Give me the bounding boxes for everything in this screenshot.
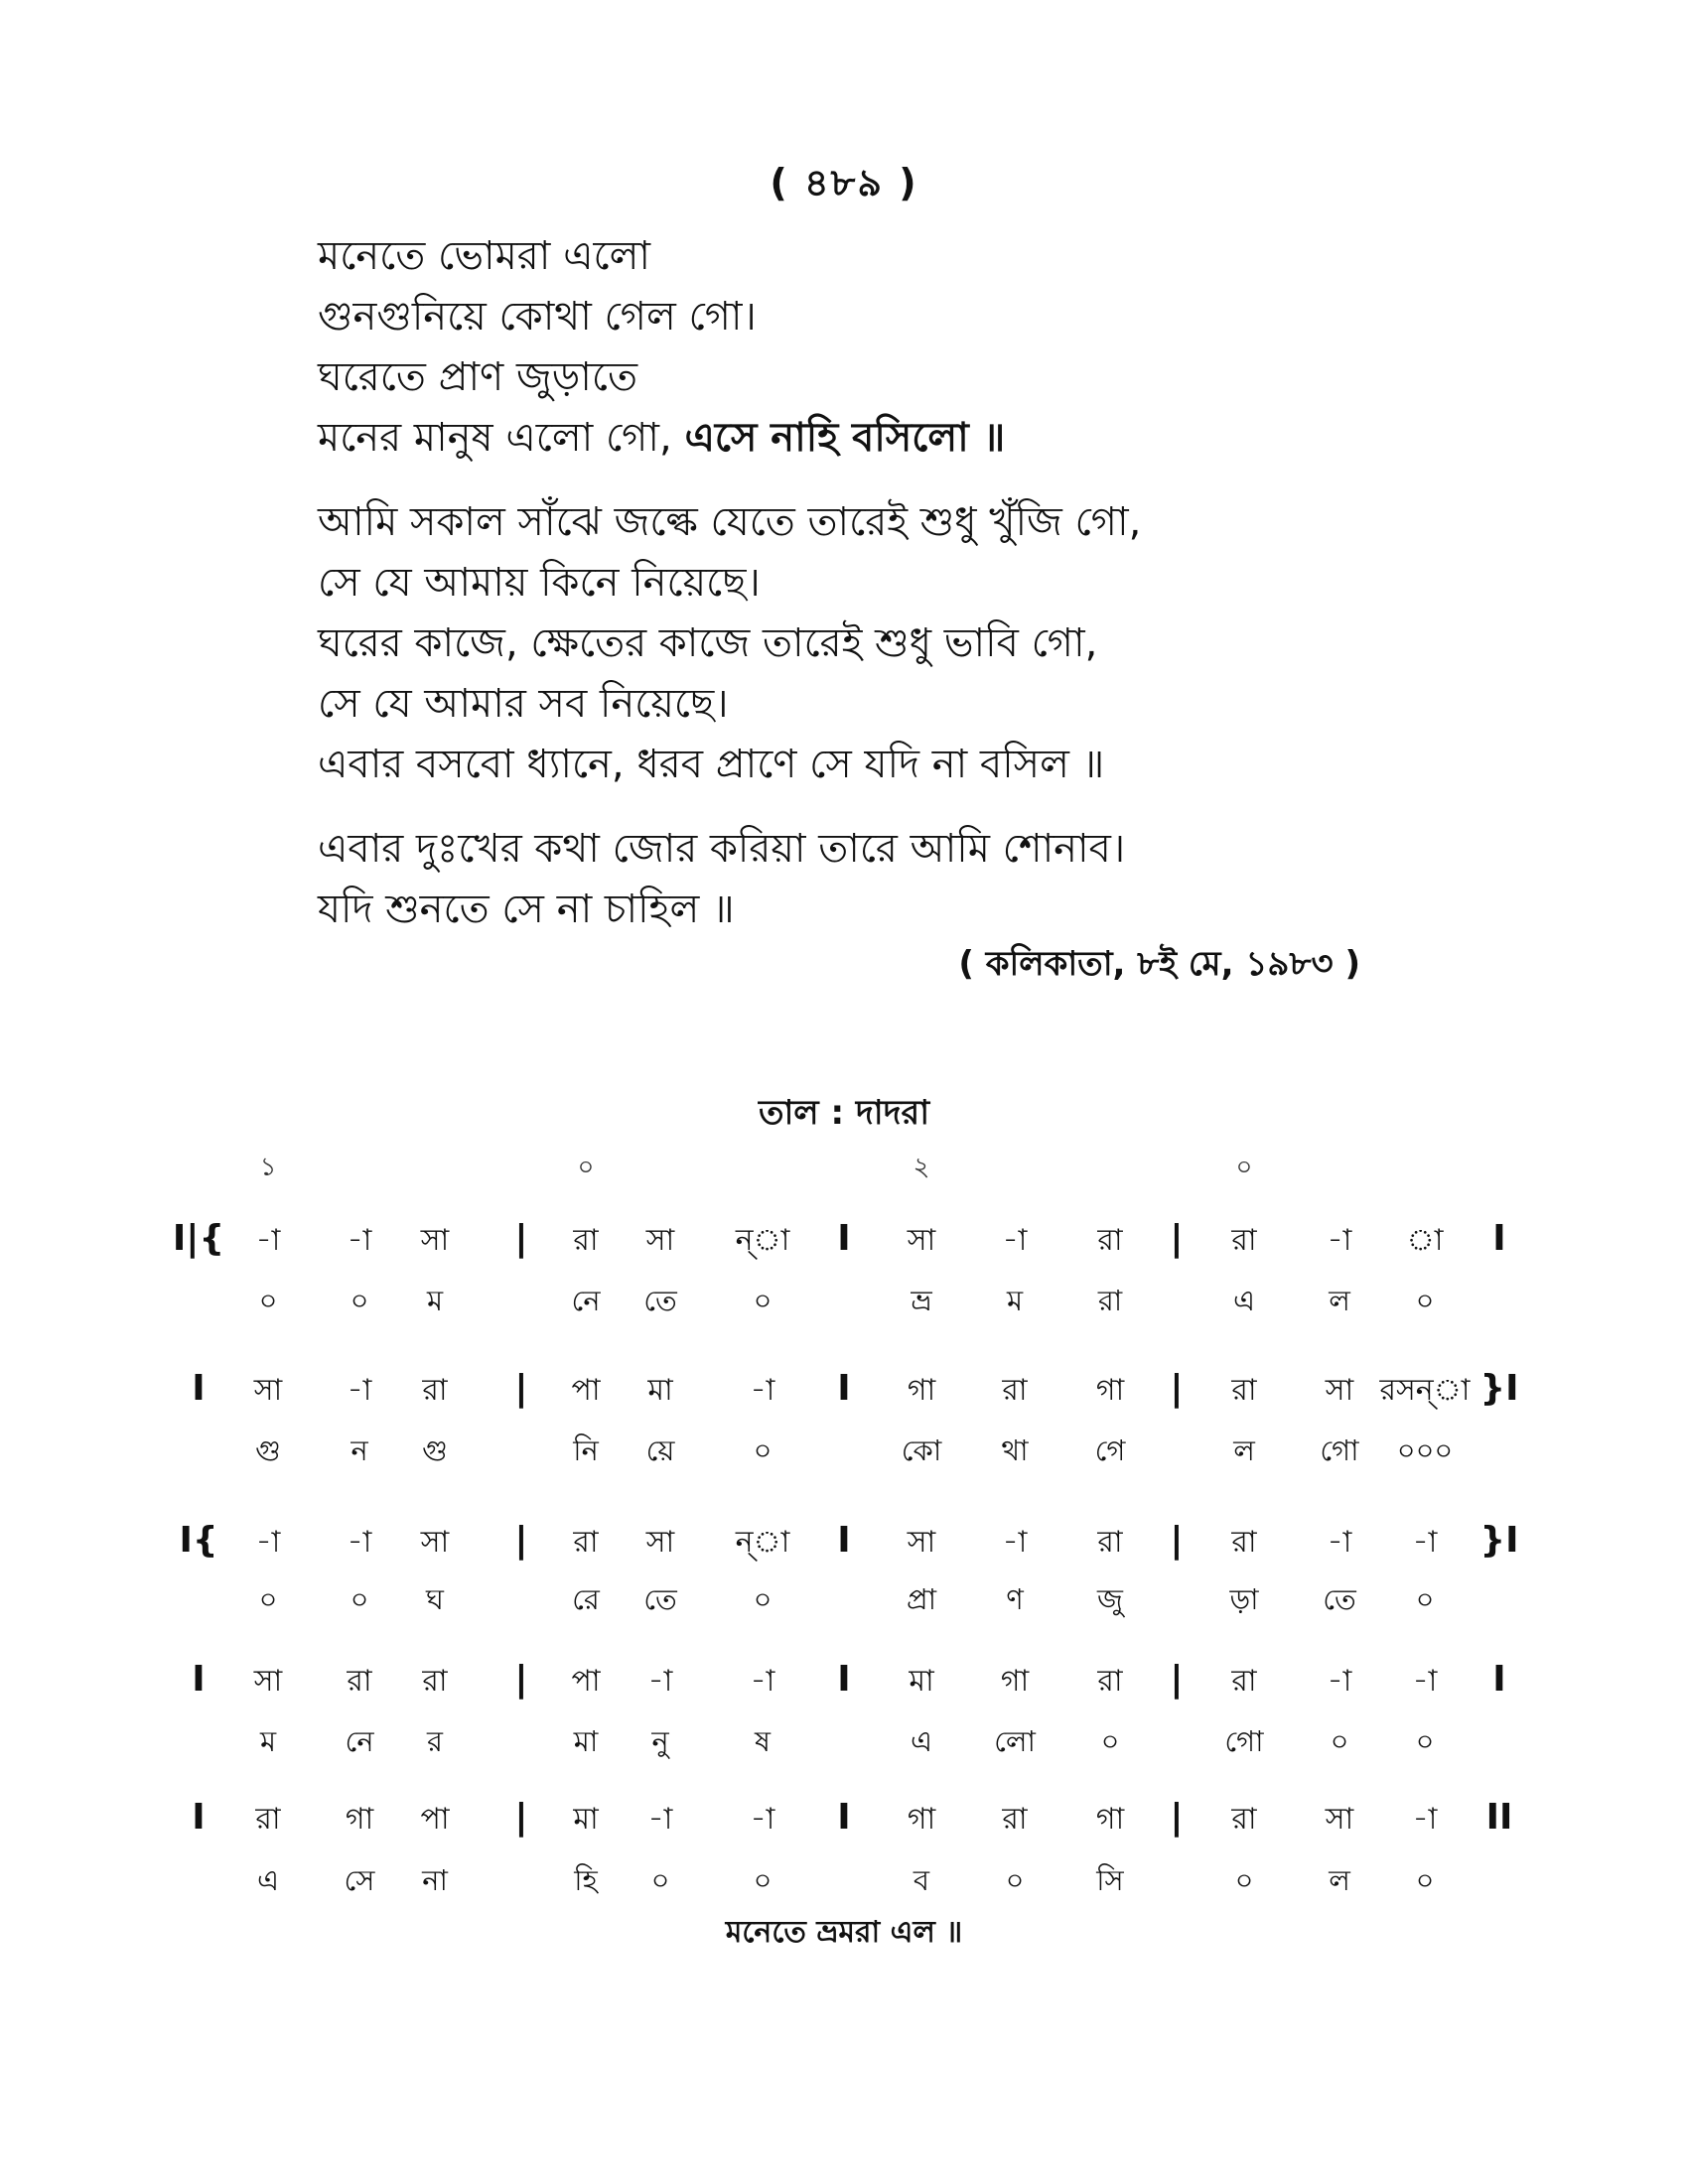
swara-note: সা	[420, 1525, 450, 1560]
tala-marker: ১	[259, 1153, 277, 1182]
swara-note: -া	[1412, 1664, 1438, 1699]
bar-line: I	[837, 1797, 851, 1838]
bar-line: I	[192, 1368, 206, 1409]
page-number: ( ৪৮৯ )	[770, 161, 918, 205]
lyric-syllable: ল	[1233, 1433, 1255, 1467]
verse-line-start: মনের মানুষ এলো গো,	[318, 415, 685, 461]
lyric-syllable: জু	[1097, 1582, 1123, 1616]
bar-line: I	[1492, 1218, 1506, 1259]
verse-line: সে যে আমায় কিনে নিয়েছে।	[318, 560, 761, 606]
swara-note: সা	[420, 1223, 450, 1258]
swara-note: -া	[750, 1802, 775, 1837]
bar-line: |	[514, 1368, 528, 1409]
swara-note: -া	[347, 1223, 372, 1258]
bar-line: |	[1170, 1368, 1184, 1409]
swara-note: সা	[645, 1223, 675, 1258]
swara-note: -া	[255, 1223, 281, 1258]
lyric-syllable: ম	[426, 1284, 444, 1317]
lyric-syllable: গে	[1094, 1433, 1126, 1467]
lyric-syllable: ০	[1415, 1284, 1435, 1317]
lyric-syllable: ম	[259, 1724, 277, 1758]
swara-note: সা	[907, 1223, 936, 1258]
swara-note: রা	[1002, 1802, 1028, 1837]
swara-note: রা	[347, 1664, 372, 1699]
swara-note: রা	[1231, 1223, 1257, 1258]
bar-line: I|{	[172, 1218, 225, 1259]
bar-line: I	[837, 1659, 851, 1700]
swara-note: রা	[1002, 1373, 1028, 1408]
swara-note: সা	[1325, 1802, 1354, 1837]
lyric-syllable: মা	[573, 1724, 599, 1758]
lyric-syllable: ০	[258, 1284, 278, 1317]
swara-note: মা	[909, 1664, 934, 1699]
lyric-syllable: এ	[1232, 1284, 1256, 1317]
bar-line: |	[514, 1218, 528, 1259]
bar-line: I	[837, 1520, 851, 1561]
lyric-syllable: না	[422, 1863, 448, 1897]
lyric-syllable: এ	[256, 1863, 280, 1897]
lyric-syllable: ০	[258, 1582, 278, 1616]
swara-note: ন্া	[735, 1525, 790, 1560]
lyric-syllable: ঘ	[426, 1582, 444, 1616]
verse-line: আমি সকাল সাঁঝে জল্কে যেতে তারেই শুধু খুঁজি গো,	[318, 499, 1142, 545]
swara-note: রসন্া	[1379, 1373, 1471, 1408]
swara-note: রা	[1097, 1525, 1123, 1560]
lyric-syllable: ড়া	[1229, 1582, 1259, 1616]
verse-line: এবার বসবো ধ্যানে, ধরব প্রাণে সে যদি না বসিল ॥	[318, 742, 1105, 787]
lyric-syllable: ০	[1415, 1724, 1435, 1758]
swara-note: গা	[1095, 1802, 1125, 1837]
swara-note: সা	[907, 1525, 936, 1560]
bar-line: |	[1170, 1520, 1184, 1561]
lyric-syllable: গু	[255, 1433, 281, 1467]
lyric-syllable: থা	[1001, 1433, 1029, 1467]
lyric-syllable: কো	[901, 1433, 942, 1467]
verse-line: গুনগুনিয়ে কোথা গেল গো।	[318, 294, 757, 340]
verse-line: যদি শুনতে সে না চাহিল ॥	[318, 887, 735, 932]
lyric-syllable: নি	[573, 1433, 599, 1467]
lyric-syllable: তে	[1323, 1582, 1356, 1616]
bar-line: I	[192, 1659, 206, 1700]
lyric-syllable: এ	[910, 1724, 933, 1758]
tala-marker: ২	[913, 1153, 930, 1182]
swara-note: -া	[1327, 1223, 1352, 1258]
lyric-syllable: ন	[351, 1433, 368, 1467]
bar-line: I	[837, 1218, 851, 1259]
swara-note: -া	[1327, 1525, 1352, 1560]
lyric-syllable: ০	[1234, 1863, 1254, 1897]
swara-note: -া	[347, 1525, 372, 1560]
swara-note: মা	[573, 1802, 599, 1837]
lyric-syllable: ষ	[755, 1724, 771, 1758]
swara-note: ন্া	[735, 1223, 790, 1258]
bar-line: |	[1170, 1797, 1184, 1838]
bar-line: I{	[179, 1520, 218, 1561]
swara-note: সা	[645, 1525, 675, 1560]
verse-line: মনেতে ভোমরা এলো	[318, 233, 651, 279]
swara-note: -া	[750, 1373, 775, 1408]
swara-note: রা	[1097, 1664, 1123, 1699]
swara-note: রা	[422, 1373, 448, 1408]
lyric-syllable: সি	[1096, 1863, 1124, 1897]
lyric-syllable: ০০০	[1396, 1433, 1454, 1467]
lyric-syllable: হি	[574, 1863, 598, 1897]
lyric-syllable: ০	[1330, 1724, 1349, 1758]
lyric-syllable: য়ে	[645, 1433, 675, 1467]
lyric-syllable: নে	[571, 1284, 601, 1317]
bar-line: I	[837, 1368, 851, 1409]
lyric-syllable: ০	[1415, 1582, 1435, 1616]
lyric-syllable: গো	[1224, 1724, 1264, 1758]
swara-note: সা	[1325, 1373, 1354, 1408]
lyric-syllable: নে	[345, 1724, 374, 1758]
swara-note: পা	[571, 1664, 601, 1699]
bar-line: II	[1485, 1797, 1513, 1838]
signature-date: ( কলিকাতা, ৮ই মে, ১৯৮৩ )	[958, 944, 1360, 984]
swara-note: া	[1406, 1223, 1444, 1258]
lyric-syllable: ০	[350, 1284, 369, 1317]
lyric-syllable: ০	[753, 1863, 773, 1897]
swara-note: -া	[1002, 1223, 1028, 1258]
bar-line: }I	[1479, 1520, 1519, 1561]
swara-note: রা	[1097, 1223, 1123, 1258]
swara-note: -া	[647, 1802, 673, 1837]
lyric-syllable: ০	[753, 1582, 773, 1616]
lyric-syllable: ০	[650, 1863, 670, 1897]
tala-marker: ০	[1235, 1153, 1253, 1182]
lyric-syllable: গু	[422, 1433, 448, 1467]
swara-note: গা	[345, 1802, 374, 1837]
swara-note: গা	[907, 1373, 936, 1408]
lyric-syllable: ল	[1329, 1863, 1350, 1897]
swara-note: পা	[571, 1373, 601, 1408]
swara-note: -া	[347, 1373, 372, 1408]
lyric-syllable: তে	[643, 1582, 677, 1616]
lyric-syllable: ব	[913, 1863, 930, 1897]
swara-note: রা	[422, 1664, 448, 1699]
bar-line: |	[1170, 1659, 1184, 1700]
swara-note: রা	[1231, 1373, 1257, 1408]
swara-note: -া	[1002, 1525, 1028, 1560]
swara-note: গা	[1000, 1664, 1030, 1699]
swara-note: মা	[647, 1373, 673, 1408]
verse-line: সে যে আমার সব নিয়েছে।	[318, 681, 729, 727]
bar-line: }I	[1479, 1368, 1519, 1409]
swara-note: রা	[1231, 1802, 1257, 1837]
lyric-syllable: ০	[753, 1284, 773, 1317]
swara-note: -া	[647, 1664, 673, 1699]
lyric-syllable: ল	[1329, 1284, 1350, 1317]
lyric-syllable: ০	[753, 1433, 773, 1467]
swara-note: -া	[1412, 1525, 1438, 1560]
lyric-syllable: প্রা	[906, 1582, 937, 1616]
swara-note: রা	[255, 1802, 281, 1837]
swara-note: গা	[907, 1802, 936, 1837]
lyric-syllable: সে	[344, 1863, 375, 1897]
swara-note: -া	[750, 1664, 775, 1699]
bar-line: I	[192, 1797, 206, 1838]
bar-line: |	[1170, 1218, 1184, 1259]
lyric-syllable: র	[427, 1724, 443, 1758]
lyric-syllable: রে	[572, 1582, 600, 1616]
lyric-syllable: ভ্র	[911, 1284, 932, 1317]
verse-line: ঘরেতে প্রাণ জুড়াতে	[318, 354, 637, 400]
tala-marker: ০	[577, 1153, 595, 1182]
swara-note: গা	[1095, 1373, 1125, 1408]
lyric-syllable: গো	[1320, 1433, 1359, 1467]
swara-note: -া	[1327, 1664, 1352, 1699]
lyric-syllable: ০	[350, 1582, 369, 1616]
swara-note: রা	[1231, 1664, 1257, 1699]
bar-line: |	[514, 1797, 528, 1838]
lyric-syllable: রা	[1097, 1284, 1123, 1317]
verse-line: এবার দুঃখের কথা জোর করিয়া তারে আমি শোনাব।	[318, 826, 1126, 872]
lyric-syllable: লো	[994, 1724, 1036, 1758]
lyric-syllable: নু	[651, 1724, 669, 1758]
lyric-syllable: ণ	[1006, 1582, 1024, 1616]
bar-line: |	[514, 1520, 528, 1561]
swara-note: সা	[253, 1664, 283, 1699]
swara-note: রা	[1231, 1525, 1257, 1560]
bar-line: |	[514, 1659, 528, 1700]
verse-line-ending: এসে নাহি বসিলো ॥	[684, 415, 1006, 461]
verse-line: ঘরের কাজে, ক্ষেতের কাজে তারেই শুধু ভাবি গো,	[318, 620, 1098, 666]
lyric-syllable: ০	[1100, 1724, 1120, 1758]
refrain-line: মনেতে ভ্রমরা এল ॥	[725, 1915, 963, 1950]
bar-line: I	[1492, 1659, 1506, 1700]
swara-note: -া	[1412, 1802, 1438, 1837]
lyric-syllable: ০	[1415, 1863, 1435, 1897]
swara-note: -া	[255, 1525, 281, 1560]
swara-note: রা	[573, 1223, 599, 1258]
swara-note: পা	[420, 1802, 450, 1837]
lyric-syllable: ০	[1005, 1863, 1025, 1897]
swara-note: সা	[253, 1373, 283, 1408]
tala-title: তাল : দাদরা	[758, 1093, 930, 1133]
lyric-syllable: ম	[1006, 1284, 1024, 1317]
lyric-syllable: তে	[643, 1284, 677, 1317]
swara-note: রা	[573, 1525, 599, 1560]
